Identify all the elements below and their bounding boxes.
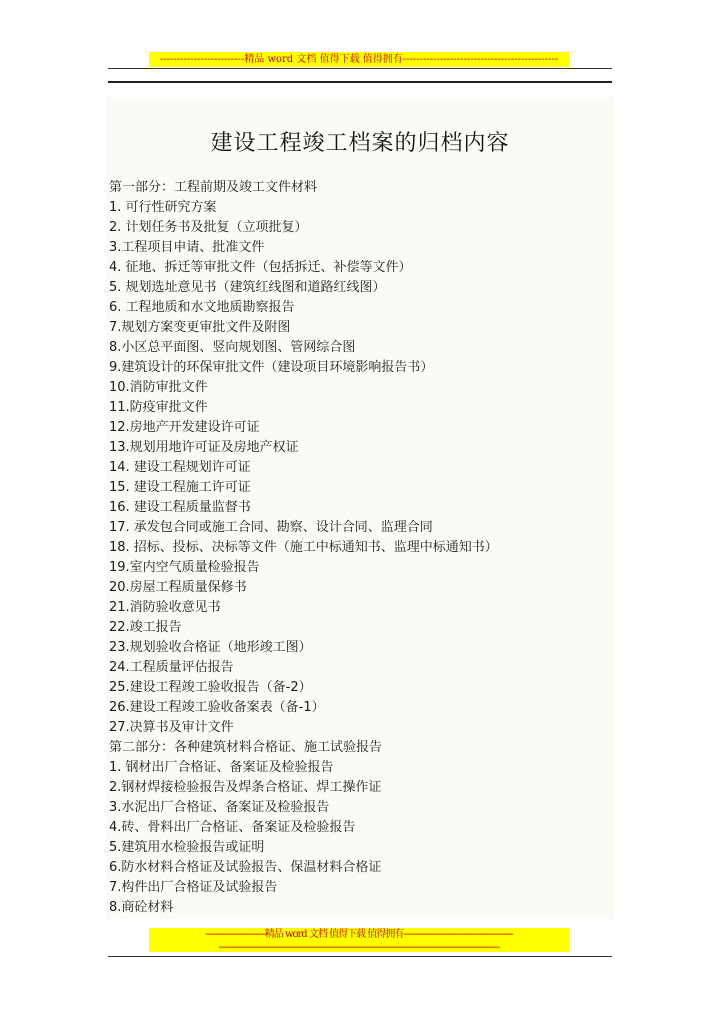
list-item: 20.房屋工程质量保修书 xyxy=(109,580,247,595)
footer-rule xyxy=(108,956,612,957)
list-item: 22.竣工报告 xyxy=(109,620,182,635)
list-item: 12.房地产开发建设许可证 xyxy=(109,420,260,435)
header-banner: -------------------------精品 word 文档 值得下载 值得拥有---------------------------------------------- xyxy=(149,52,569,67)
list-item: 27.决算书及审计文件 xyxy=(109,720,234,735)
list-item: 第一部分：工程前期及竣工文件材料 xyxy=(109,180,318,195)
list-item: 6. 工程地质和水文地质勘察报告 xyxy=(109,300,295,315)
header-rule xyxy=(108,68,612,69)
list-item: 5. 规划选址意见书（建筑红线图和道路红线图） xyxy=(109,280,386,295)
list-item: 3.工程项目申请、批准文件 xyxy=(109,240,265,255)
list-item: 8.小区总平面图、竖向规划图、管网综合图 xyxy=(109,340,356,355)
footer-banner xyxy=(149,928,569,952)
list-item: 24.工程质量评估报告 xyxy=(109,660,234,675)
list-item: 3.水泥出厂合格证、备案证及检验报告 xyxy=(109,800,330,815)
page-title: 建设工程竣工档案的归档内容 xyxy=(210,131,510,156)
list-item: 19.室内空气质量检验报告 xyxy=(109,560,260,575)
list-item: 21.消防验收意见书 xyxy=(109,600,221,615)
list-item: 2. 计划任务书及批复（立项批复） xyxy=(109,220,308,235)
list-item: 10.消防审批文件 xyxy=(109,380,208,395)
list-item: 13.规划用地许可证及房地产权证 xyxy=(109,440,299,455)
list-item: 17. 承发包合同或施工合同、勘察、设计合同、监理合同 xyxy=(109,520,433,535)
list-item: 2.钢材焊接检验报告及焊条合格证、焊工操作证 xyxy=(109,780,382,795)
list-item: 16. 建设工程质量监督书 xyxy=(109,500,251,515)
list-item: 第二部分：各种建筑材料合格证、施工试验报告 xyxy=(109,740,383,755)
list-item: 4.砖、骨料出厂合格证、备案证及检验报告 xyxy=(109,820,356,835)
list-item: 7.规划方案变更审批文件及附图 xyxy=(109,320,291,335)
list-item: 9.建筑设计的环保审批文件（建设项目环境影响报告书） xyxy=(109,360,434,375)
list-item: 7.构件出厂合格证及试验报告 xyxy=(109,880,278,895)
footer-banner-text: -------------------------精品 word 文档 值得下载 值得拥有---------------------------------------------- xyxy=(205,929,513,940)
list-item: 23.规划验收合格证（地形竣工图） xyxy=(109,640,312,655)
list-item: 6.防水材料合格证及试验报告、保温材料合格证 xyxy=(109,860,382,875)
list-item: 14. 建设工程规划许可证 xyxy=(109,460,251,475)
list-item: 1. 钢材出厂合格证、备案证及检验报告 xyxy=(109,760,334,775)
document-body xyxy=(109,178,609,918)
list-item: 26.建设工程竣工验收备案表（备-1） xyxy=(109,700,325,715)
list-item: 18. 招标、投标、决标等文件（施工中标通知书、监理中标通知书） xyxy=(109,540,498,555)
footer-banner-dashes: ---------------------------------------------------------------------------------------------------------------------- xyxy=(218,942,500,952)
header-rule-thick xyxy=(108,81,612,83)
list-item: 5.建筑用水检验报告或证明 xyxy=(109,840,265,855)
list-item: 1. 可行性研究方案 xyxy=(109,200,217,215)
list-item: 4. 征地、拆迁等审批文件（包括拆迁、补偿等文件） xyxy=(109,260,412,275)
list-item: 8.商砼材料 xyxy=(109,900,174,915)
list-item: 11.防疫审批文件 xyxy=(109,400,208,415)
list-item: 15. 建设工程施工许可证 xyxy=(109,480,251,495)
list-item: 25.建设工程竣工验收报告（备-2） xyxy=(109,680,312,695)
